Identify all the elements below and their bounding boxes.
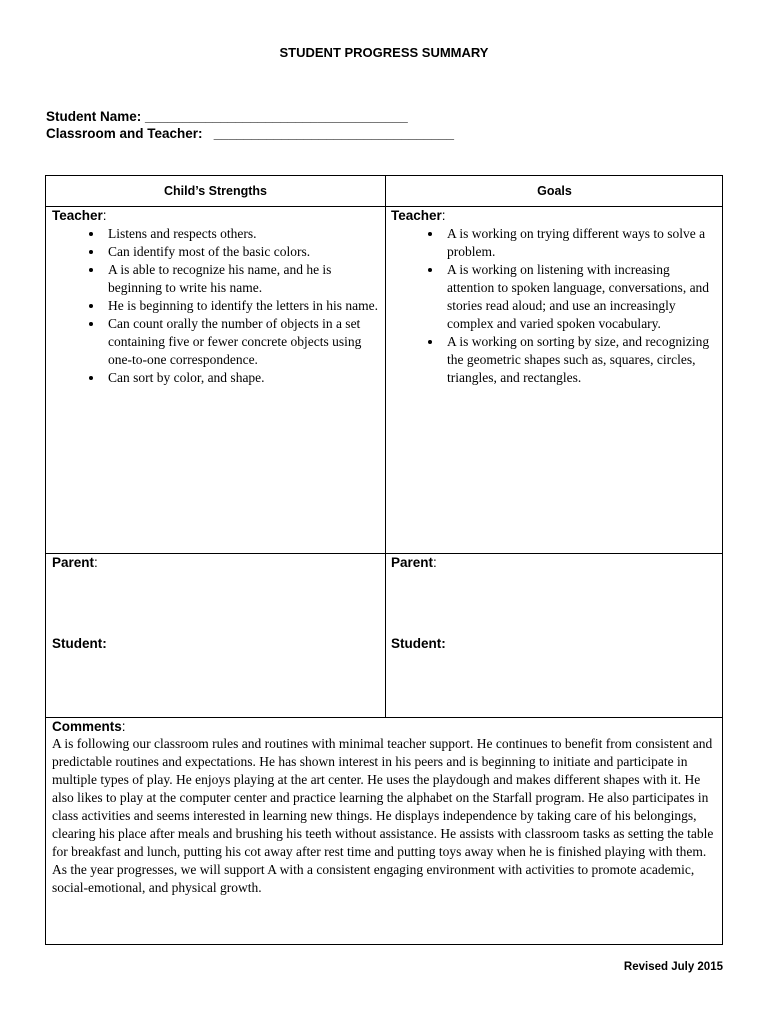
goals-teacher-label: Teacher: [391,208,446,223]
header-divider [46,206,722,207]
goals-parent-label: Parent: [391,555,437,570]
student-name-field: Student Name: ___________________________________ [46,109,408,124]
bullet-item: • Can sort by color, and shape. [104,369,380,387]
column-divider [385,176,386,717]
comments-text: A is following our classroom rules and routines with minimal teacher support. He continues to benefit from consistent and predictable routines and expectations. He has shown interest in his peers and is beginning to initiate and participate in multiple types of play. He enjoys playing at the art center. He uses the playdough and makes different shapes with it. He also likes to play at the computer center and practice learning the alphabet on the Starfall program. He also participates in class activities and seems interested in learning new things. He displays independence by taking care of his belongings, clearing his place after meals and brushing his teeth without assistance. He assists with classroom tasks as setting the table for breakfast and lunch, putting his cot away after rest time and putting toys away when he is finished playing with them. As the year progresses, we will support A with a consistent engaging environment with activities to promote academic, social-emotional, and physical growth. [52,736,714,895]
comments-divider [46,717,722,718]
goals-header: Goals [537,184,572,198]
strengths-list [52,225,380,387]
bullet-item: • A is working on trying different ways to solve a problem. [443,225,719,261]
bullet-item: • A is able to recognize his name, and he is beginning to write his name. [104,261,380,297]
comments-label: Comments: [52,719,126,734]
goals-teacher-cell [391,208,719,387]
bullet-item: • Can identify most of the basic colors. [104,243,380,261]
teacher-section-divider [46,553,722,554]
goals-student-label: Student: [391,636,446,651]
strengths-student-label: Student: [52,636,107,651]
strengths-teacher-label: Teacher: [52,208,107,223]
progress-table [45,175,723,945]
bullet-item: • He is beginning to identify the letters in his name. [104,297,380,315]
comments-cell [52,719,718,897]
bullet-item: • Listens and respects others. [104,225,380,243]
strengths-teacher-cell [52,208,380,387]
bullet-item: • A is working on sorting by size, and recognizing the geometric shapes such as, squares, circles, triangles, and rectangles. [443,333,719,387]
bullet-item: • Can count orally the number of objects in a set containing five or fewer concrete objects using one-to-one correspondence. [104,315,380,369]
classroom-teacher-field: Classroom and Teacher: ________________________________ [46,126,455,141]
bullet-item: • A is working on listening with increasing attention to spoken language, conversations, and stories read aloud; and use an increasingly complex and varied spoken vocabulary. [443,261,719,333]
strengths-parent-label: Parent: [52,555,98,570]
page-title: STUDENT PROGRESS SUMMARY [279,45,489,60]
revised-date: Revised July 2015 [623,961,723,973]
goals-list [391,225,719,387]
childs-strengths-header: Child’s Strengths [163,184,267,198]
